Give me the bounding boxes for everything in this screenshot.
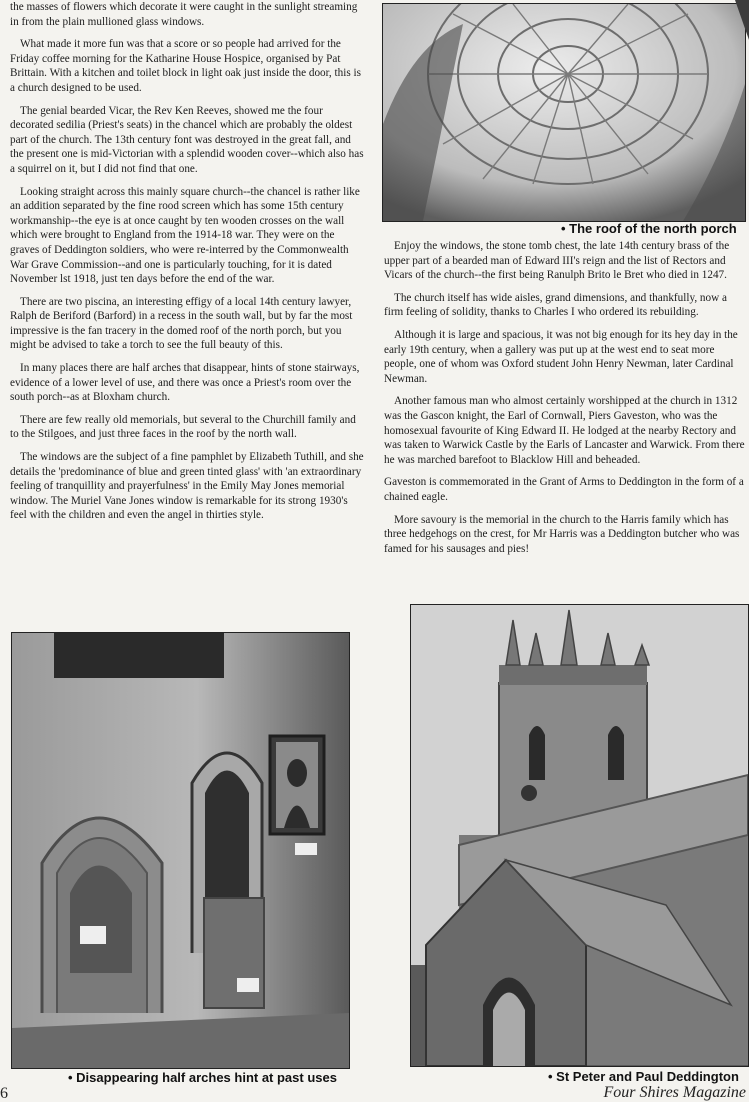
page-corner-curl bbox=[735, 0, 749, 40]
paragraph: Although it is large and spacious, it was not big enough for its hey day in the early 19th century, when a gallery was put up at the west end to seat more people, one of whom was Oxford student John Henry Newman, later Cardinal Newman. bbox=[384, 328, 738, 385]
half-arches-photo bbox=[11, 632, 350, 1069]
church-caption: • St Peter and Paul Deddington bbox=[548, 1069, 739, 1084]
paragraph: More savoury is the memorial in the church to the Harris family which has three hedgehogs on the crest, for Mr Harris was a Deddington butcher who was famed for his sausages and pies! bbox=[384, 513, 740, 555]
paragraph: There are few really old memorials, but several to the Churchill family and to the Stilgoes, and just three faces in the roof by the north wall. bbox=[10, 413, 356, 441]
magazine-name: Four Shires Magazine bbox=[603, 1084, 746, 1101]
paragraph: the masses of flowers which decorate it were caught in the sunlight streaming in from the plain mullioned glass windows. bbox=[10, 1, 358, 28]
paragraph: What made it more fun was that a score or so people had arrived for the Friday coffee morning for the Katharine House Hospice, organised by Pat Brittain. With a kitchen and toilet block in light oak just inside the door, this is a church designed to be used. bbox=[10, 38, 361, 94]
article-column-left bbox=[10, 0, 366, 531]
paragraph: Another famous man who almost certainly worshipped at the church in 1312 was the Gascon knight, the Earl of Cornwall, Piers Gaveston, who was the homosexual favourite of King Edward II. He lodged at the nearby Rectory and was taken to Warwick Castle by the Earls of Lancaster and Warwick. From there he was marched barefoot to Blacklow Hill and beheaded. bbox=[384, 395, 745, 466]
paragraph: In many places there are half arches that disappear, hints of stone stairways, evidence of a lower level of use, and there was once a Priest's room over the south porch--as at Bloxham church. bbox=[10, 362, 360, 404]
north-porch-caption: • The roof of the north porch bbox=[561, 221, 737, 236]
paragraph: There are two piscina, an interesting effigy of a local 14th century lawyer, Ralph de Beriford (Barford) in a recess in the south wall, but by far the most impressive is the fan tracery in the domed roof of the north porch, but you might be advised to take a torch to see the full beauty of this. bbox=[10, 295, 353, 352]
paragraph: Gaveston is commemorated in the Grant of Arms to Deddington in the form of a chained eagle. bbox=[384, 476, 744, 503]
church-tower-photo bbox=[410, 604, 749, 1067]
half-arches-caption: • Disappearing half arches hint at past uses bbox=[68, 1070, 337, 1085]
paragraph: The genial bearded Vicar, the Rev Ken Reeves, showed me the four decorated sedilia (Priest's seats) in the chancel which are probably the oldest part of the church. The 13th century font was destroyed in the great fall, and the present one is mid-Victorian with a splendid wooden cover--which also has a squirrel on it, but I did not find that one. bbox=[10, 104, 364, 175]
paragraph: Looking straight across this mainly square church--the chancel is rather like an addition separated by the fine rood screen which has some 15th century workmanship--the eye is at once caught by ten wooden crosses on the wall which were brought to England from the 1914-18 war. They were on the graves of Deddington soldiers, who were re-interred by the Commonwealth War Grave Commission--and one is particularly touching, for it is dated November lst 1918, just ten days before the end of the war. bbox=[10, 185, 360, 286]
paragraph: Enjoy the windows, the stone tomb chest, the late 14th century brass of the upper part of a bearded man of Edward III's reign and the list of Rectors and Vicars of the church--the first being Ranulph Brito le Bret who died in 1247. bbox=[384, 240, 730, 282]
north-porch-roof-photo bbox=[382, 3, 746, 222]
page-number: 6 bbox=[0, 1085, 8, 1102]
article-column-right bbox=[384, 239, 745, 564]
paragraph: The church itself has wide aisles, grand dimensions, and thankfully, now a firm feeling of solidity, thanks to Charles I who ordered its rebuilding. bbox=[384, 291, 727, 319]
paragraph: The windows are the subject of a fine pamphlet by Elizabeth Tuthill, and she details the 'predominance of blue and green tinted glass' with 'an extraordinary feeling of tranquillity and prayerfulness' in the Emily May Jones memorial window. The Muriel Vane Jones window is remarkable for its strong 1930's feel with the children and even the angel in thirties style. bbox=[10, 451, 364, 522]
